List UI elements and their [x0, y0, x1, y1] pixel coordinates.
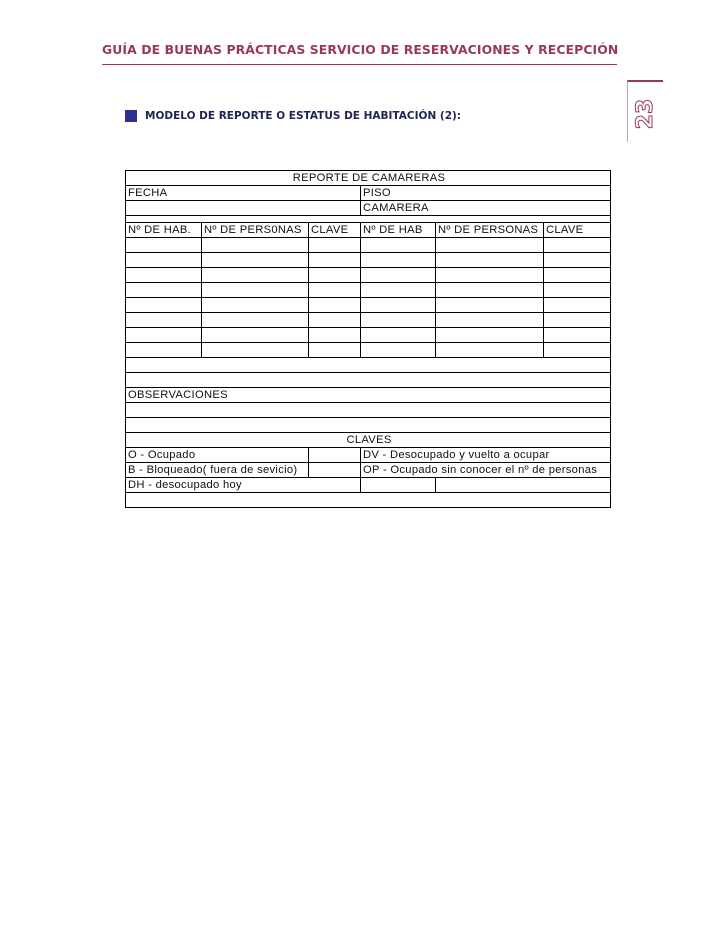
blank-cell — [544, 283, 611, 298]
section-title: MODELO DE REPORTE O ESTATUS DE HABITACIÓN (2): — [145, 110, 461, 122]
blank-cell — [361, 478, 436, 493]
blank-cell — [126, 201, 361, 216]
table-row — [126, 283, 611, 298]
page-header-title: GUÍA DE BUENAS PRÁCTICAS SERVICIO DE RESERVACIONES Y RECEPCIÓN — [102, 42, 619, 57]
blank-cell — [309, 298, 361, 313]
table-row — [126, 238, 611, 253]
blank-cell — [126, 328, 202, 343]
blank-cell — [361, 313, 436, 328]
clave-row — [126, 448, 611, 463]
blank-cell — [544, 268, 611, 283]
camarera-row — [126, 201, 611, 216]
blank-cell — [361, 238, 436, 253]
page-number: 23 — [633, 98, 658, 130]
fecha-row — [126, 186, 611, 201]
clave-o: O - Ocupado — [126, 448, 309, 463]
blank-cell — [126, 253, 202, 268]
col-header-personas-2: Nº DE PERSONAS — [436, 223, 544, 238]
blank-cell — [126, 283, 202, 298]
blank-cell — [309, 313, 361, 328]
clave-row — [126, 478, 611, 493]
blank-cell — [436, 283, 544, 298]
col-header-hab-2: Nº DE HAB — [361, 223, 436, 238]
table-row — [126, 313, 611, 328]
col-header-hab-1: Nº DE HAB. — [126, 223, 202, 238]
blank-cell — [436, 238, 544, 253]
blank-cell — [126, 216, 611, 223]
blank-cell — [202, 313, 309, 328]
clave-b: B - Bloqueado( fuera de sevicio) — [126, 463, 309, 478]
blank-cell — [436, 253, 544, 268]
spacer-row — [126, 216, 611, 223]
blank-cell — [126, 358, 611, 373]
clave-op: OP - Ocupado sin conocer el nº de personas — [361, 463, 611, 478]
blank-cell — [309, 283, 361, 298]
blank-row — [126, 403, 611, 418]
blank-cell — [202, 298, 309, 313]
blank-row — [126, 373, 611, 388]
col-header-personas-1: Nº DE PERS0NAS — [202, 223, 309, 238]
blank-cell — [126, 418, 611, 433]
blank-cell — [126, 403, 611, 418]
column-header-row — [126, 223, 611, 238]
table-row — [126, 268, 611, 283]
blank-cell — [309, 268, 361, 283]
blank-cell — [544, 298, 611, 313]
blank-cell — [544, 238, 611, 253]
table-row — [126, 328, 611, 343]
observaciones-row — [126, 388, 611, 403]
blank-cell — [544, 313, 611, 328]
blank-row — [126, 358, 611, 373]
blank-cell — [202, 238, 309, 253]
claves-title-row — [126, 433, 611, 448]
blank-cell — [202, 268, 309, 283]
blank-cell — [309, 328, 361, 343]
claves-label: CLAVES — [126, 433, 611, 448]
form-title: REPORTE DE CAMARERAS — [126, 171, 611, 186]
clave-dv: DV - Desocupado y vuelto a ocupar — [361, 448, 611, 463]
blank-cell — [436, 313, 544, 328]
blank-cell — [544, 343, 611, 358]
col-header-clave-2: CLAVE — [544, 223, 611, 238]
piso-label: PISO — [361, 186, 611, 201]
blank-cell — [309, 343, 361, 358]
blank-cell — [544, 328, 611, 343]
blank-cell — [126, 298, 202, 313]
blank-cell — [202, 253, 309, 268]
blank-row — [126, 418, 611, 433]
blank-cell — [309, 253, 361, 268]
blank-row — [126, 493, 611, 508]
housekeeping-report-form — [125, 170, 611, 508]
blank-cell — [436, 343, 544, 358]
clave-row — [126, 463, 611, 478]
col-header-clave-1: CLAVE — [309, 223, 361, 238]
blank-cell — [126, 493, 611, 508]
blank-cell — [436, 328, 544, 343]
table-row — [126, 343, 611, 358]
blank-cell — [436, 268, 544, 283]
blank-cell — [202, 283, 309, 298]
blank-cell — [309, 238, 361, 253]
blank-cell — [309, 463, 361, 478]
blank-cell — [361, 283, 436, 298]
blank-cell — [436, 478, 611, 493]
blank-cell — [361, 298, 436, 313]
blank-cell — [361, 268, 436, 283]
blank-cell — [436, 298, 544, 313]
blank-cell — [126, 343, 202, 358]
blank-cell — [126, 313, 202, 328]
blank-cell — [126, 238, 202, 253]
blank-cell — [361, 253, 436, 268]
observaciones-label: OBSERVACIONES — [126, 388, 611, 403]
fecha-label: FECHA — [126, 186, 361, 201]
clave-dh: DH - desocupado hoy — [126, 478, 361, 493]
blank-cell — [202, 328, 309, 343]
form-title-row — [126, 171, 611, 186]
table-row — [126, 253, 611, 268]
blank-cell — [361, 328, 436, 343]
blank-cell — [309, 448, 361, 463]
camarera-label: CAMARERA — [361, 201, 611, 216]
section-bullet-icon — [125, 110, 137, 122]
blank-cell — [361, 343, 436, 358]
table-row — [126, 298, 611, 313]
blank-cell — [126, 373, 611, 388]
blank-cell — [544, 253, 611, 268]
blank-cell — [126, 268, 202, 283]
header-rule — [102, 64, 617, 65]
blank-cell — [202, 343, 309, 358]
